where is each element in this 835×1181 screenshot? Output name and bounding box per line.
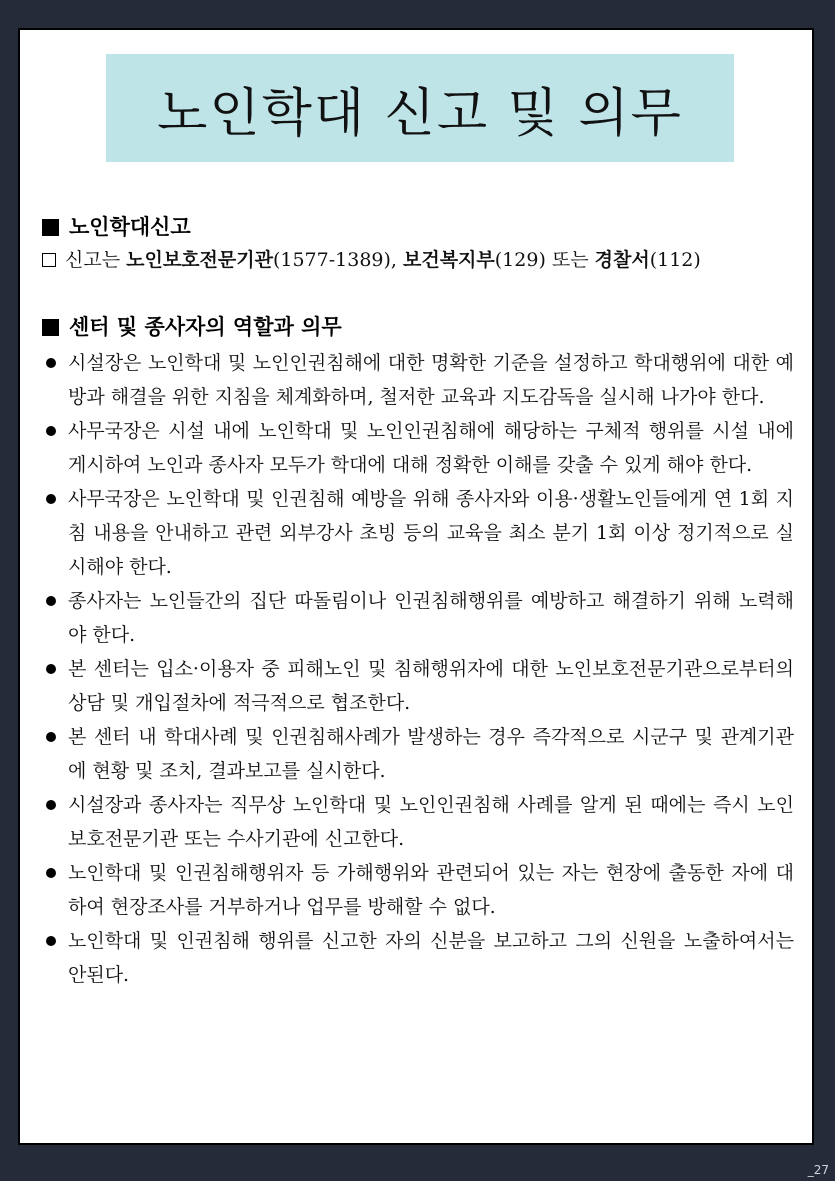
report-line [42,244,794,276]
org-health-ministry: 보건복지부 [402,249,495,271]
section-heading-text: 센터 및 종사자의 역할과 의무 [69,315,342,339]
list-item: 사무국장은 노인학대 및 인권침해 예방을 위해 종사자와 이용·생활노인들에게 연 1회 지침 내용을 안내하고 관련 외부강사 초빙 등의 교육을 최소 분기 1회 이상 정기적으로 실시해야 한다. [42,482,794,584]
list-item: 시설장과 종사자는 직무상 노인학대 및 노인인권침해 사례를 알게 된 때에는 즉시 노인보호전문기관 또는 수사기관에 신고한다. [42,788,794,856]
list-item: 노인학대 및 인권침해행위자 등 가해행위와 관련되어 있는 자는 현장에 출동한 자에 대하여 현장조사를 거부하거나 업무를 방해할 수 없다. [42,856,794,924]
list-item: 본 센터는 입소·이용자 중 피해노인 및 침해행위자에 대한 노인보호전문기관으로부터의 상담 및 개입절차에 적극적으로 협조한다. [42,652,794,720]
list-item: 시설장은 노인학대 및 노인인권침해에 대한 명확한 기준을 설정하고 학대행위에 대한 예방과 해결을 위한 지침을 체계화하며, 철저한 교육과 지도감독을 실시해 나가야 한다. [42,346,794,414]
page-title: 노인학대 신고 및 의무 [157,83,683,144]
list-item: 종사자는 노인들간의 집단 따돌림이나 인권침해행위를 예방하고 해결하기 위해 노력해야 한다. [42,584,794,652]
page-frame [18,28,814,1145]
black-square-icon [42,319,59,336]
bullet-icon [46,426,56,436]
bullet-icon [46,596,56,606]
bullet-icon [46,664,56,674]
org-police: 경찰서 [594,249,650,271]
section-heading-report [42,212,794,242]
bullet-icon [46,358,56,368]
page-number: _27 [807,1163,829,1177]
bullet-icon [46,494,56,504]
list-item: 사무국장은 시설 내에 노인학대 및 노인인권침해에 해당하는 구체적 행위를 시설 내에 게시하여 노인과 종사자 모두가 학대에 대해 정확한 이해를 갖출 수 있게 해야 한다. [42,414,794,482]
section-heading-duties [42,312,794,342]
section-heading-text: 노인학대신고 [69,215,191,239]
bullet-icon [46,800,56,810]
empty-square-icon [42,253,56,267]
report-text: 신고는 노인보호전문기관(1577-1389), 보건복지부(129) 또는 경찰서(112) [65,249,701,271]
black-square-icon [42,219,59,236]
bullet-icon [46,936,56,946]
content [42,212,794,992]
bullet-icon [46,732,56,742]
bullet-icon [46,868,56,878]
org-protection-agency: 노인보호전문기관 [126,249,273,271]
duties-list [42,346,794,992]
list-item: 노인학대 및 인권침해 행위를 신고한 자의 신분을 보고하고 그의 신원을 노출하여서는 안된다. [42,924,794,992]
title-banner [106,54,734,162]
list-item: 본 센터 내 학대사례 및 인권침해사례가 발생하는 경우 즉각적으로 시군구 및 관계기관에 현황 및 조치, 결과보고를 실시한다. [42,720,794,788]
